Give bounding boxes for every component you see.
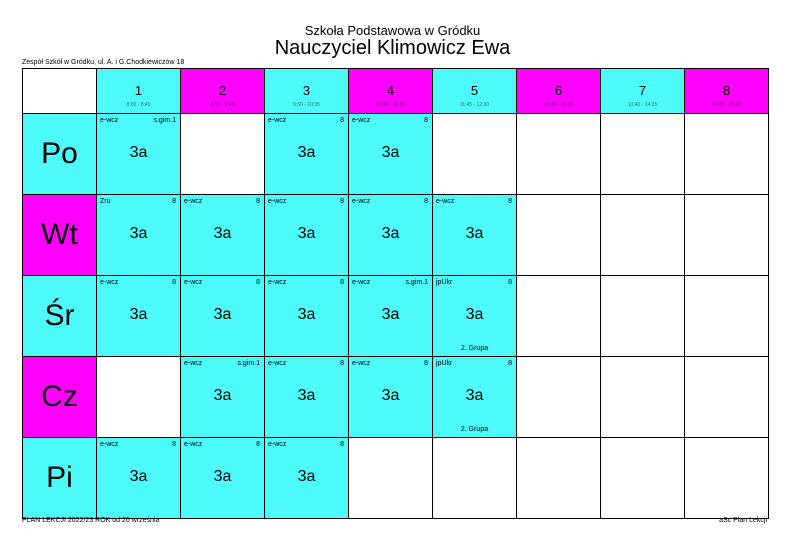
day-label: Cz — [23, 357, 97, 438]
lesson-card[interactable] — [433, 195, 517, 276]
lesson-card[interactable] — [349, 276, 433, 357]
lesson-subject: e-wcz — [352, 360, 371, 367]
empty-slot — [685, 195, 769, 276]
lesson-room: 8 — [508, 360, 512, 367]
lesson-subject: e-wcz — [268, 198, 287, 205]
lesson-group: 2. Grupa — [460, 426, 489, 433]
empty-slot — [601, 357, 685, 438]
lesson-card[interactable] — [349, 357, 433, 438]
lesson-room: 8 — [256, 279, 260, 286]
lesson-room: 8 — [508, 279, 512, 286]
period-number: 4 — [386, 83, 395, 98]
empty-slot — [685, 438, 769, 519]
lesson-card[interactable] — [433, 276, 517, 357]
lesson-card[interactable] — [181, 357, 265, 438]
day-label: Śr — [23, 276, 97, 357]
lesson-card[interactable] — [349, 195, 433, 276]
lesson-room: 8 — [424, 117, 428, 124]
lesson-card[interactable] — [97, 195, 181, 276]
period-time: 13:40 - 14:25 — [627, 102, 658, 108]
empty-slot — [517, 276, 601, 357]
lesson-subject: e-wcz — [352, 117, 371, 124]
lesson-class: 3a — [381, 306, 400, 323]
period-number: 7 — [638, 83, 647, 98]
lesson-room: 8 — [508, 198, 512, 205]
lesson-class: 3a — [381, 387, 400, 404]
lesson-card[interactable] — [97, 438, 181, 519]
period-time: 11:45 - 12:30 — [459, 102, 490, 108]
lesson-room: 8 — [172, 441, 176, 448]
grid-corner — [23, 69, 97, 114]
lesson-subject: jpUkr — [436, 279, 453, 286]
lesson-card[interactable] — [265, 195, 349, 276]
footer-app-name: aSc Plan Lekcji — [719, 517, 767, 524]
empty-slot — [349, 438, 433, 519]
period-header — [517, 69, 601, 114]
lesson-subject: e-wcz — [268, 279, 287, 286]
lesson-room: 8 — [340, 198, 344, 205]
period-number: 8 — [722, 83, 731, 98]
lesson-subject: Zru — [100, 198, 111, 205]
lesson-class: 3a — [381, 144, 400, 161]
day-label: Pi — [23, 438, 97, 519]
lesson-subject: e-wcz — [184, 441, 203, 448]
lesson-subject: e-wcz — [100, 441, 119, 448]
lesson-subject: e-wcz — [100, 279, 119, 286]
lesson-subject: e-wcz — [184, 279, 203, 286]
lesson-subject: e-wcz — [184, 198, 203, 205]
lesson-class: 3a — [297, 144, 316, 161]
period-time: 12:45 - 13:30 — [543, 102, 574, 108]
period-header — [97, 69, 181, 114]
period-header — [433, 69, 517, 114]
lesson-class: 3a — [297, 468, 316, 485]
lesson-subject: e-wcz — [268, 360, 287, 367]
period-time: 10:45 - 11:30 — [375, 102, 406, 108]
teacher-name: Nauczyciel Klimowicz Ewa — [274, 37, 511, 59]
lesson-card[interactable] — [181, 438, 265, 519]
empty-slot — [685, 276, 769, 357]
lesson-room: 8 — [172, 198, 176, 205]
lesson-card[interactable] — [265, 438, 349, 519]
lesson-card[interactable] — [265, 114, 349, 195]
lesson-room: s.gim.1 — [405, 279, 428, 286]
lesson-room: s.gim.1 — [237, 360, 260, 367]
lesson-class: 3a — [213, 306, 232, 323]
lesson-subject: e-wcz — [268, 441, 287, 448]
lesson-subject: e-wcz — [100, 117, 119, 124]
day-label: Po — [23, 114, 97, 195]
lesson-room: 8 — [424, 360, 428, 367]
lesson-room: 8 — [256, 441, 260, 448]
period-header — [685, 69, 769, 114]
lesson-subject: e-wcz — [184, 360, 203, 367]
period-number: 5 — [470, 83, 479, 98]
lesson-card[interactable] — [97, 114, 181, 195]
lesson-class: 3a — [213, 387, 232, 404]
lesson-class: 3a — [465, 387, 484, 404]
empty-slot — [601, 195, 685, 276]
day-label: Wt — [23, 195, 97, 276]
empty-slot — [601, 114, 685, 195]
lesson-room: s.gim.1 — [153, 117, 176, 124]
lesson-class: 3a — [129, 144, 148, 161]
lesson-subject: e-wcz — [352, 279, 371, 286]
lesson-subject: e-wcz — [436, 198, 455, 205]
lesson-class: 3a — [297, 225, 316, 242]
lesson-class: 3a — [381, 225, 400, 242]
lesson-card[interactable] — [433, 357, 517, 438]
empty-slot — [601, 276, 685, 357]
empty-slot — [433, 438, 517, 519]
period-number: 6 — [554, 83, 563, 98]
lesson-subject: jpUkr — [436, 360, 453, 367]
period-number: 1 — [134, 83, 143, 98]
lesson-class: 3a — [129, 225, 148, 242]
empty-slot — [433, 114, 517, 195]
lesson-room: 8 — [172, 279, 176, 286]
empty-slot — [517, 438, 601, 519]
lesson-card[interactable] — [349, 114, 433, 195]
lesson-room: 8 — [424, 198, 428, 205]
school-name: Szkoła Podstawowa w Gródku — [304, 23, 481, 38]
empty-slot — [181, 114, 265, 195]
period-header — [181, 69, 265, 114]
lesson-group: 2. Grupa — [460, 345, 489, 352]
period-number: 3 — [302, 83, 311, 98]
period-time: 8:55 - 9:40 — [210, 102, 235, 108]
footer-plan-info: PLAN LEKCJI 2022/23 ROK od 26 września — [22, 517, 160, 524]
lesson-class: 3a — [213, 468, 232, 485]
lesson-class: 3a — [297, 306, 316, 323]
lesson-card[interactable] — [265, 276, 349, 357]
period-header — [349, 69, 433, 114]
lesson-class: 3a — [129, 468, 148, 485]
empty-slot — [685, 114, 769, 195]
period-time: 9:50 - 10:35 — [293, 102, 320, 108]
empty-slot — [517, 195, 601, 276]
lesson-subject: e-wcz — [268, 117, 287, 124]
period-header — [601, 69, 685, 114]
lesson-class: 3a — [465, 306, 484, 323]
lesson-card[interactable] — [181, 276, 265, 357]
lesson-class: 3a — [297, 387, 316, 404]
empty-slot — [97, 357, 181, 438]
lesson-class: 3a — [213, 225, 232, 242]
lesson-class: 3a — [465, 225, 484, 242]
period-time: 14:35 - 15:20 — [711, 102, 742, 108]
empty-slot — [601, 438, 685, 519]
lesson-room: 8 — [340, 117, 344, 124]
empty-slot — [685, 357, 769, 438]
lesson-room: 8 — [340, 360, 344, 367]
empty-slot — [517, 114, 601, 195]
period-number: 2 — [218, 83, 227, 98]
period-time: 8:00 - 8:45 — [126, 102, 151, 108]
empty-slot — [517, 357, 601, 438]
lesson-subject: e-wcz — [352, 198, 371, 205]
lesson-card[interactable] — [265, 357, 349, 438]
lesson-room: 8 — [340, 441, 344, 448]
timetable-grid — [22, 68, 769, 519]
lesson-room: 8 — [256, 198, 260, 205]
period-header — [265, 69, 349, 114]
lesson-card[interactable] — [181, 195, 265, 276]
lesson-class: 3a — [129, 306, 148, 323]
lesson-room: 8 — [340, 279, 344, 286]
lesson-card[interactable] — [97, 276, 181, 357]
school-address: Zespół Szkół w Gródku, ul. A. i G.Chodkiewiczów 18 — [22, 59, 185, 66]
